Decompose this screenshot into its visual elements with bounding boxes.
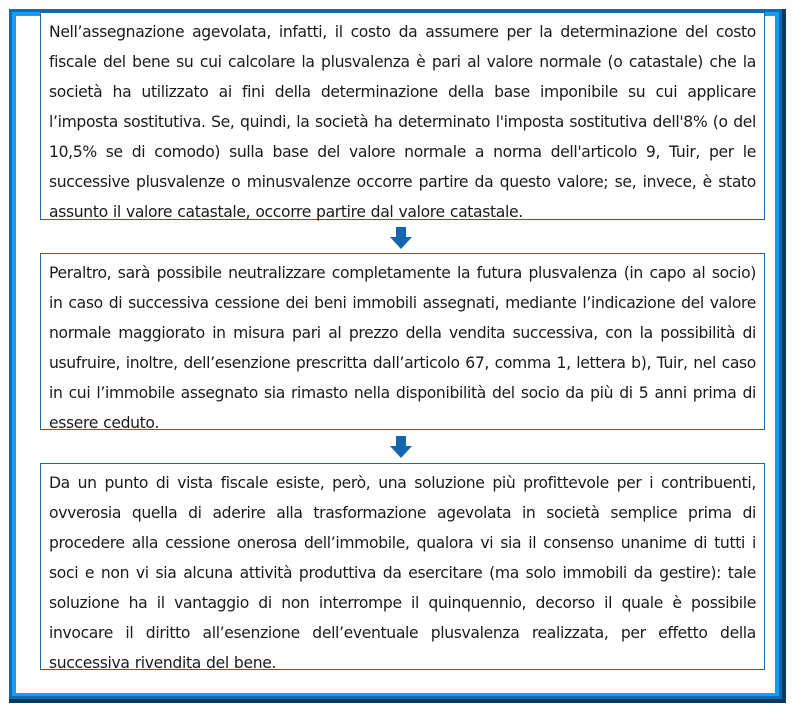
- flow-box-text: Peraltro, sarà possibile neutralizzare completamente la futura plusvalenza (in capo al socio) in caso di successiva cessione dei beni immobili assegnati, mediante l’indicazione del valore normale maggiorato in misura pari al prezzo della vendita successiva, con la possibilità di usufruire, inoltre, dell’esenzione prescritta dall’articolo 67, comma 1, lettera b), Tuir, nel caso in cui l’immobile assegnato sia rimasto nella disponibilità del socio da più di 5 anni prima di essere ceduto.: [49, 264, 756, 432]
- flow-box-3: [40, 463, 765, 670]
- flow-box-1: [40, 12, 765, 220]
- flow-box-text: Nell’assegnazione agevolata, infatti, il costo da assumere per la determinazione del costo fiscale del bene su cui calcolare la plusvalenza è pari al valore normale (o catastale) che la società ha utilizzato ai fini della determinazione della base imponibile su cui applicare l’imposta sostitutiva. Se, quindi, la società ha determinato l'imposta sostitutiva dell'8% (o del 10,5% se di comodo) sulla base del valore normale a norma dell'articolo 9, Tuir, per le successive plusvalenze o minusvalenze occorre partire da questo valore; se, invece, è stato assunto il valore catastale, occorre partire dal valore catastale.: [49, 23, 756, 221]
- arrow-down-icon: [390, 436, 412, 458]
- flow-box-text: Da un punto di vista fiscale esiste, però, una soluzione più profittevole per i contribuenti, ovverosia quella di aderire alla trasformazione agevolata in società semplice prima di procedere alla cessione onerosa dell’immobile, qualora vi sia il consenso unanime di tutti i soci e non vi sia alcuna attività produttiva da esercitare (ma solo immobili da gestire): tale soluzione ha il vantaggio di non interrompe il quinquennio, decorso il quale è possibile invocare il diritto all’esenzione dell’eventuale plusvalenza realizzata, per effetto della successiva rivendita del bene.: [49, 474, 756, 672]
- flow-box-2: [40, 253, 765, 430]
- arrow-down-icon: [390, 227, 412, 249]
